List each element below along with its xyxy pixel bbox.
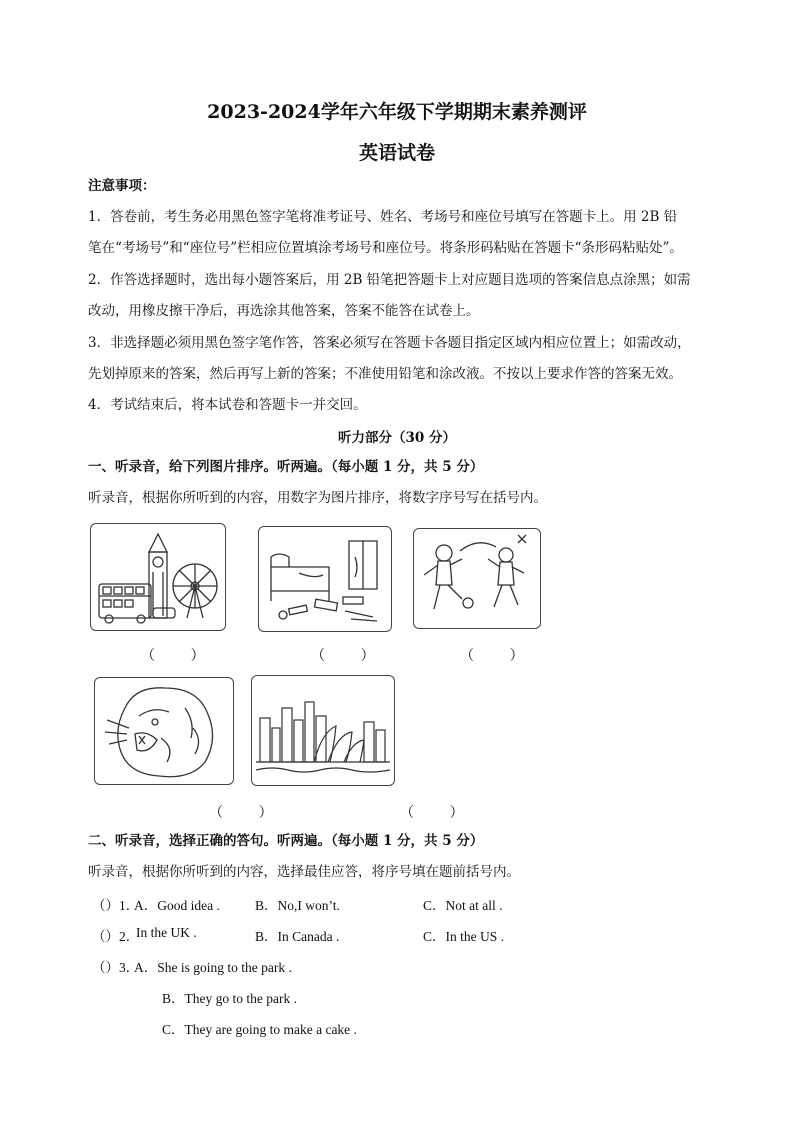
option-b[interactable]: B．They go to the park . [162, 991, 297, 1006]
lion-face-icon [95, 678, 233, 784]
bedroom-picture [258, 526, 392, 632]
answer-blank[interactable]: （ ） [141, 648, 205, 664]
part2-instruction: 听录音，根据你所听到的内容，选择最佳应答，将序号填在题前括号内。 [88, 864, 520, 880]
option-c[interactable]: C．In the US . [423, 929, 504, 944]
exam-title: 2023-2024学年六年级下学期期末素养测评 [207, 101, 587, 123]
answer-blank[interactable]: （ ） [460, 648, 524, 664]
option-a[interactable]: A．Good idea . [134, 898, 220, 913]
option-c[interactable]: C．They are going to make a cake . [162, 1022, 357, 1037]
sydney-opera-house-icon [252, 676, 394, 785]
notice-line: 1．答卷前，考生务必用黑色签字笔将准考证号、姓名、考场号和座位号填写在答题卡上。用 2B 铅 [88, 209, 678, 225]
notice-line: 笔在“考场号”和“座位号”栏相应位置填涂考场号和座位号。将条形码粘贴在答题卡“条形码粘贴处”。 [88, 240, 683, 256]
notice-line: 先划掉原来的答案，然后再写上新的答案；不准使用铅笔和涂改液。不按以上要求作答的答案无效。 [88, 366, 682, 382]
option-c[interactable]: C．Not at all . [423, 898, 503, 913]
football-picture [413, 528, 541, 629]
question-number: （）1． [92, 898, 140, 913]
boys-playing-football-icon [414, 529, 540, 628]
notice-heading: 注意事项： [88, 178, 156, 194]
london-big-ben-bus-icon [91, 524, 225, 630]
question-number: （）2． [92, 929, 140, 944]
london-picture [90, 523, 226, 631]
listening-heading: 听力部分（30 分） [338, 430, 456, 446]
exam-subtitle: 英语试卷 [358, 142, 435, 164]
question-number: （）3． [92, 960, 140, 975]
answer-blank[interactable]: （ ） [311, 648, 375, 664]
notice-line: 改动，用橡皮擦干净后，再选涂其他答案，答案不能答在试卷上。 [88, 303, 480, 319]
notice-line: 2．作答选择题时，选出每小题答案后，用 2B 铅笔把答题卡上对应题目选项的答案信息点涂黑；如需 [88, 272, 691, 288]
option-a[interactable]: A．She is going to the park . [134, 960, 292, 975]
answer-blank[interactable]: （ ） [400, 805, 464, 821]
part1-instruction: 听录音，根据你所听到的内容，用数字为图片排序，将数字序号写在括号内。 [88, 490, 547, 506]
option-a[interactable]: In the UK . [136, 925, 197, 940]
messy-bedroom-icon [259, 527, 391, 631]
option-b[interactable]: B．No,I won’t. [255, 898, 340, 913]
lion-picture [94, 677, 234, 785]
part2-title: 二、听录音，选择正确的答句。听两遍。（每小题 1 分，共 5 分） [88, 833, 484, 849]
part1-title: 一、听录音，给下列图片排序。听两遍。（每小题 1 分，共 5 分） [88, 459, 484, 475]
answer-blank[interactable]: （ ） [209, 805, 273, 821]
sydney-picture [251, 675, 395, 786]
option-b[interactable]: B．In Canada . [255, 929, 340, 944]
notice-line: 3．非选择题必须用黑色签字笔作答，答案必须写在答题卡各题目指定区域内相应位置上；如需改动， [88, 335, 691, 351]
notice-line: 4．考试结束后，将本试卷和答题卡一并交回。 [88, 397, 367, 413]
